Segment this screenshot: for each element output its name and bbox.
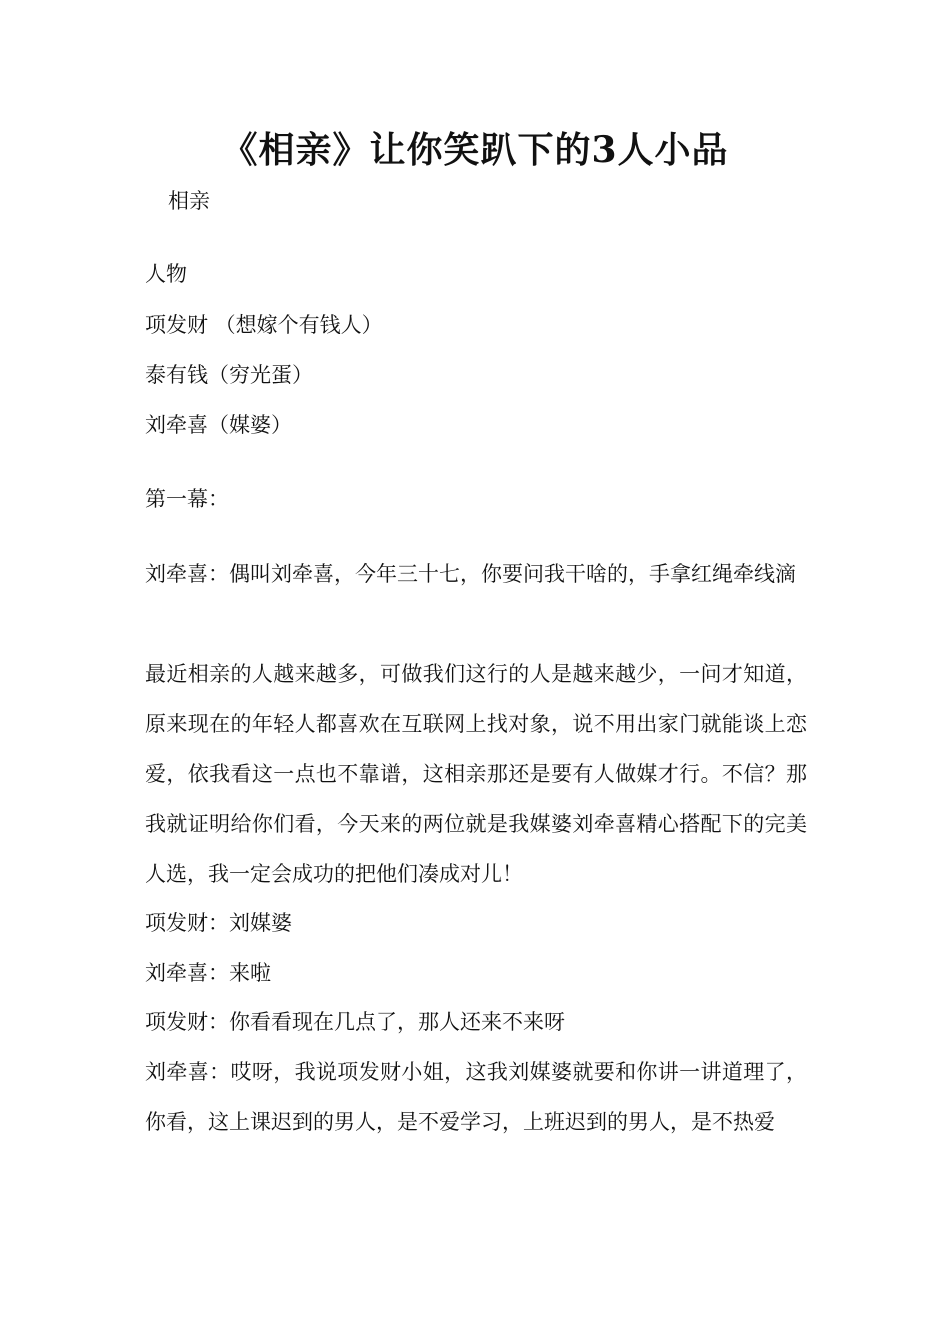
script-paragraph: 刘牵喜：来啦	[145, 961, 271, 985]
cast-item: 刘牵喜（媒婆）	[145, 413, 292, 437]
cast-item: 泰有钱（穷光蛋）	[145, 363, 313, 387]
document-subtitle: 相亲	[168, 189, 210, 213]
cast-item: 项发财 （想嫁个有钱人）	[145, 313, 383, 337]
script-paragraph: 刘牵喜：哎呀，我说项发财小姐，这我刘媒婆就要和你讲一讲道理了，你看，这上课迟到的男人，是不爱学习，上班迟到的男人，是不热爱	[145, 1060, 807, 1134]
script-paragraph: 刘牵喜：偶叫刘牵喜，今年三十七，你要问我干啥的，手拿红绳牵线滴	[145, 562, 796, 586]
document-title: 《相亲》让你笑趴下的3人小品	[221, 129, 729, 171]
script-paragraph: 项发财：你看看现在几点了，那人还来不来呀	[145, 1010, 565, 1034]
script-paragraph: 项发财：刘媒婆	[145, 911, 292, 935]
cast-heading: 人物	[145, 262, 187, 286]
act-heading: 第一幕：	[145, 487, 229, 511]
script-paragraph: 最近相亲的人越来越多，可做我们这行的人是越来越少，一问才知道，原来现在的年轻人都喜欢在互联网上找对象，说不用出家门就能谈上恋爱，依我看这一点也不靠谱，这相亲那还是要有人做媒才行。不信？那我就证明给你们看，今天来的两位就是我媒婆刘牵喜精心搭配下的完美人选，我一定会成功的把他们凑成对儿！	[145, 662, 807, 886]
